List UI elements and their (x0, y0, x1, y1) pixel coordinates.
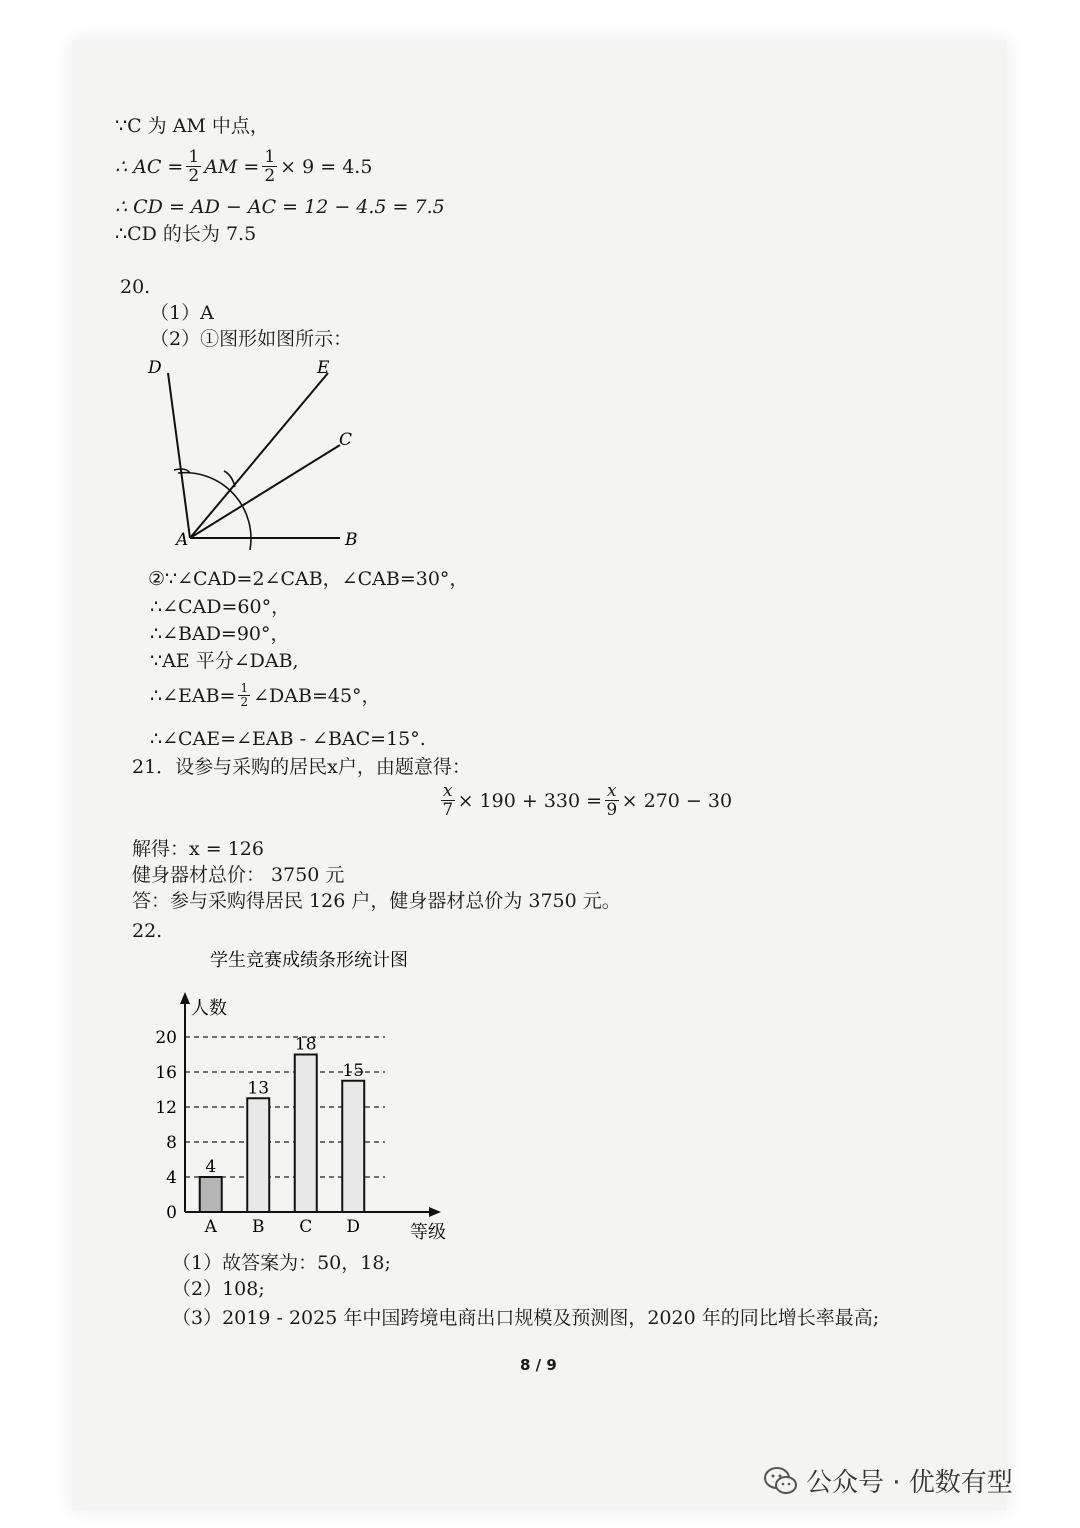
fraction-num: 1 (264, 147, 276, 167)
proof-line-1: ②∵∠CAD=2∠CAB，∠CAB=30°， (148, 568, 469, 590)
x-tick-label: B (252, 1217, 265, 1237)
fraction-den: 2 (240, 695, 249, 709)
question-21-price: 健身器材总价： 3750 元 (132, 864, 345, 886)
text-line-cd-result: ∴CD 的长为 7.5 (115, 223, 257, 245)
fraction-x-7 (441, 782, 455, 819)
point-label-c: C (339, 430, 353, 450)
question-20-part2: （2）①图形如图所示： (150, 328, 353, 350)
chart-bars (200, 1035, 365, 1213)
bar-value-label: 13 (247, 1078, 270, 1099)
question-22-part1: （1）故答案为：50，18; (172, 1252, 391, 1274)
equation-end: × 270 − 30 (621, 789, 733, 812)
fraction-num: 1 (240, 681, 249, 695)
angle-figure (140, 355, 380, 555)
bar-C (295, 1055, 317, 1213)
question-20-part1: （1）A (150, 302, 214, 324)
proof-line-4: ∵AE 平分∠DAB, (150, 650, 299, 672)
question-22-part3: （3）2019 - 2025 年中国跨境电商出口规模及预测图，2020 年的同比增长率最高; (172, 1307, 880, 1329)
equation-cd: ∴ CD = AD − AC = 12 − 4.5 = 7.5 (115, 196, 445, 218)
question-21-setup: 21．设参与采购的居民x户，由题意得： (132, 756, 471, 778)
fraction-den: 9 (606, 800, 618, 820)
fraction-den: 7 (442, 800, 454, 820)
question-22-number: 22. (132, 920, 163, 942)
question-22-part2: （2）108; (172, 1278, 265, 1300)
fraction-half-a (186, 148, 201, 185)
bar-D (342, 1081, 364, 1212)
fraction-half-b (262, 148, 277, 185)
bar-value-label: 15 (342, 1060, 365, 1081)
bar-A (200, 1177, 222, 1212)
bar-value-label: 4 (205, 1157, 217, 1177)
x-tick-label: D (346, 1217, 361, 1237)
text-line-c-midpoint: ∵C 为 AM 中点， (115, 115, 269, 137)
equation-ac-suffix: × 9 = 4.5 (280, 155, 373, 178)
point-label-b: B (345, 530, 358, 550)
chart-title: 学生竞赛成绩条形统计图 (210, 950, 408, 971)
x-tick-label: C (299, 1217, 313, 1237)
equation-mid: × 190 + 330 = (457, 789, 603, 812)
page-number: 8 / 9 (520, 1356, 557, 1374)
compass-arc-mark-e (224, 471, 235, 487)
fraction-num: x (443, 781, 453, 801)
proof-line-6: ∴∠CAE=∠EAB - ∠BAC=15°. (150, 728, 426, 750)
y-axis-arrow (180, 992, 190, 1004)
point-label-a: A (176, 530, 189, 550)
question-21-solve: 解得：x = 126 (132, 838, 264, 860)
equation-ac-mid: AM = (204, 155, 260, 178)
fraction-num: x (607, 781, 617, 801)
proof-line-5 (150, 682, 381, 709)
y-tick-label: 0 (166, 1203, 177, 1223)
wechat-icon (764, 1466, 798, 1496)
ray-ac (190, 445, 340, 538)
point-label-e: E (317, 358, 330, 378)
fraction-num: 1 (188, 147, 200, 167)
fraction-half-small (238, 682, 250, 709)
y-tick-label: 12 (155, 1098, 177, 1118)
y-tick-label: 8 (166, 1133, 177, 1153)
ray-ae (190, 373, 328, 538)
proof-line-2: ∴∠CAD=60°， (150, 596, 291, 618)
bar-chart (145, 942, 465, 1247)
proof-eab-suffix: ∠DAB=45°， (253, 684, 381, 707)
question-21-answer: 答：参与采购得居民 126 户，健身器材总价为 3750 元。 (132, 890, 621, 912)
x-tick-label: A (204, 1217, 217, 1237)
question-20-number: 20. (120, 276, 151, 298)
equation-ac (115, 148, 372, 185)
bar-value-label: 18 (294, 1034, 317, 1055)
y-tick-label: 20 (155, 1028, 177, 1048)
watermark-text: 公众号 · 优数有型 (806, 1468, 1013, 1498)
x-axis-arrow (429, 1207, 441, 1217)
equation-ac-prefix: ∴ AC = (115, 155, 184, 178)
y-tick-label: 16 (155, 1063, 177, 1083)
fraction-x-9 (605, 782, 619, 819)
chart-xlabel: 等级 (410, 1222, 446, 1243)
fraction-den: 2 (188, 166, 200, 186)
y-tick-label: 4 (166, 1168, 177, 1188)
question-21-equation (438, 782, 732, 819)
proof-eab-prefix: ∴∠EAB= (150, 684, 236, 707)
fraction-den: 2 (264, 166, 276, 186)
proof-line-3: ∴∠BAD=90°， (150, 623, 290, 645)
point-label-d: D (148, 358, 162, 378)
chart-ylabel: 人数 (191, 998, 227, 1019)
bar-B (247, 1098, 269, 1212)
ray-ad (168, 373, 190, 538)
watermark (764, 1462, 1013, 1499)
